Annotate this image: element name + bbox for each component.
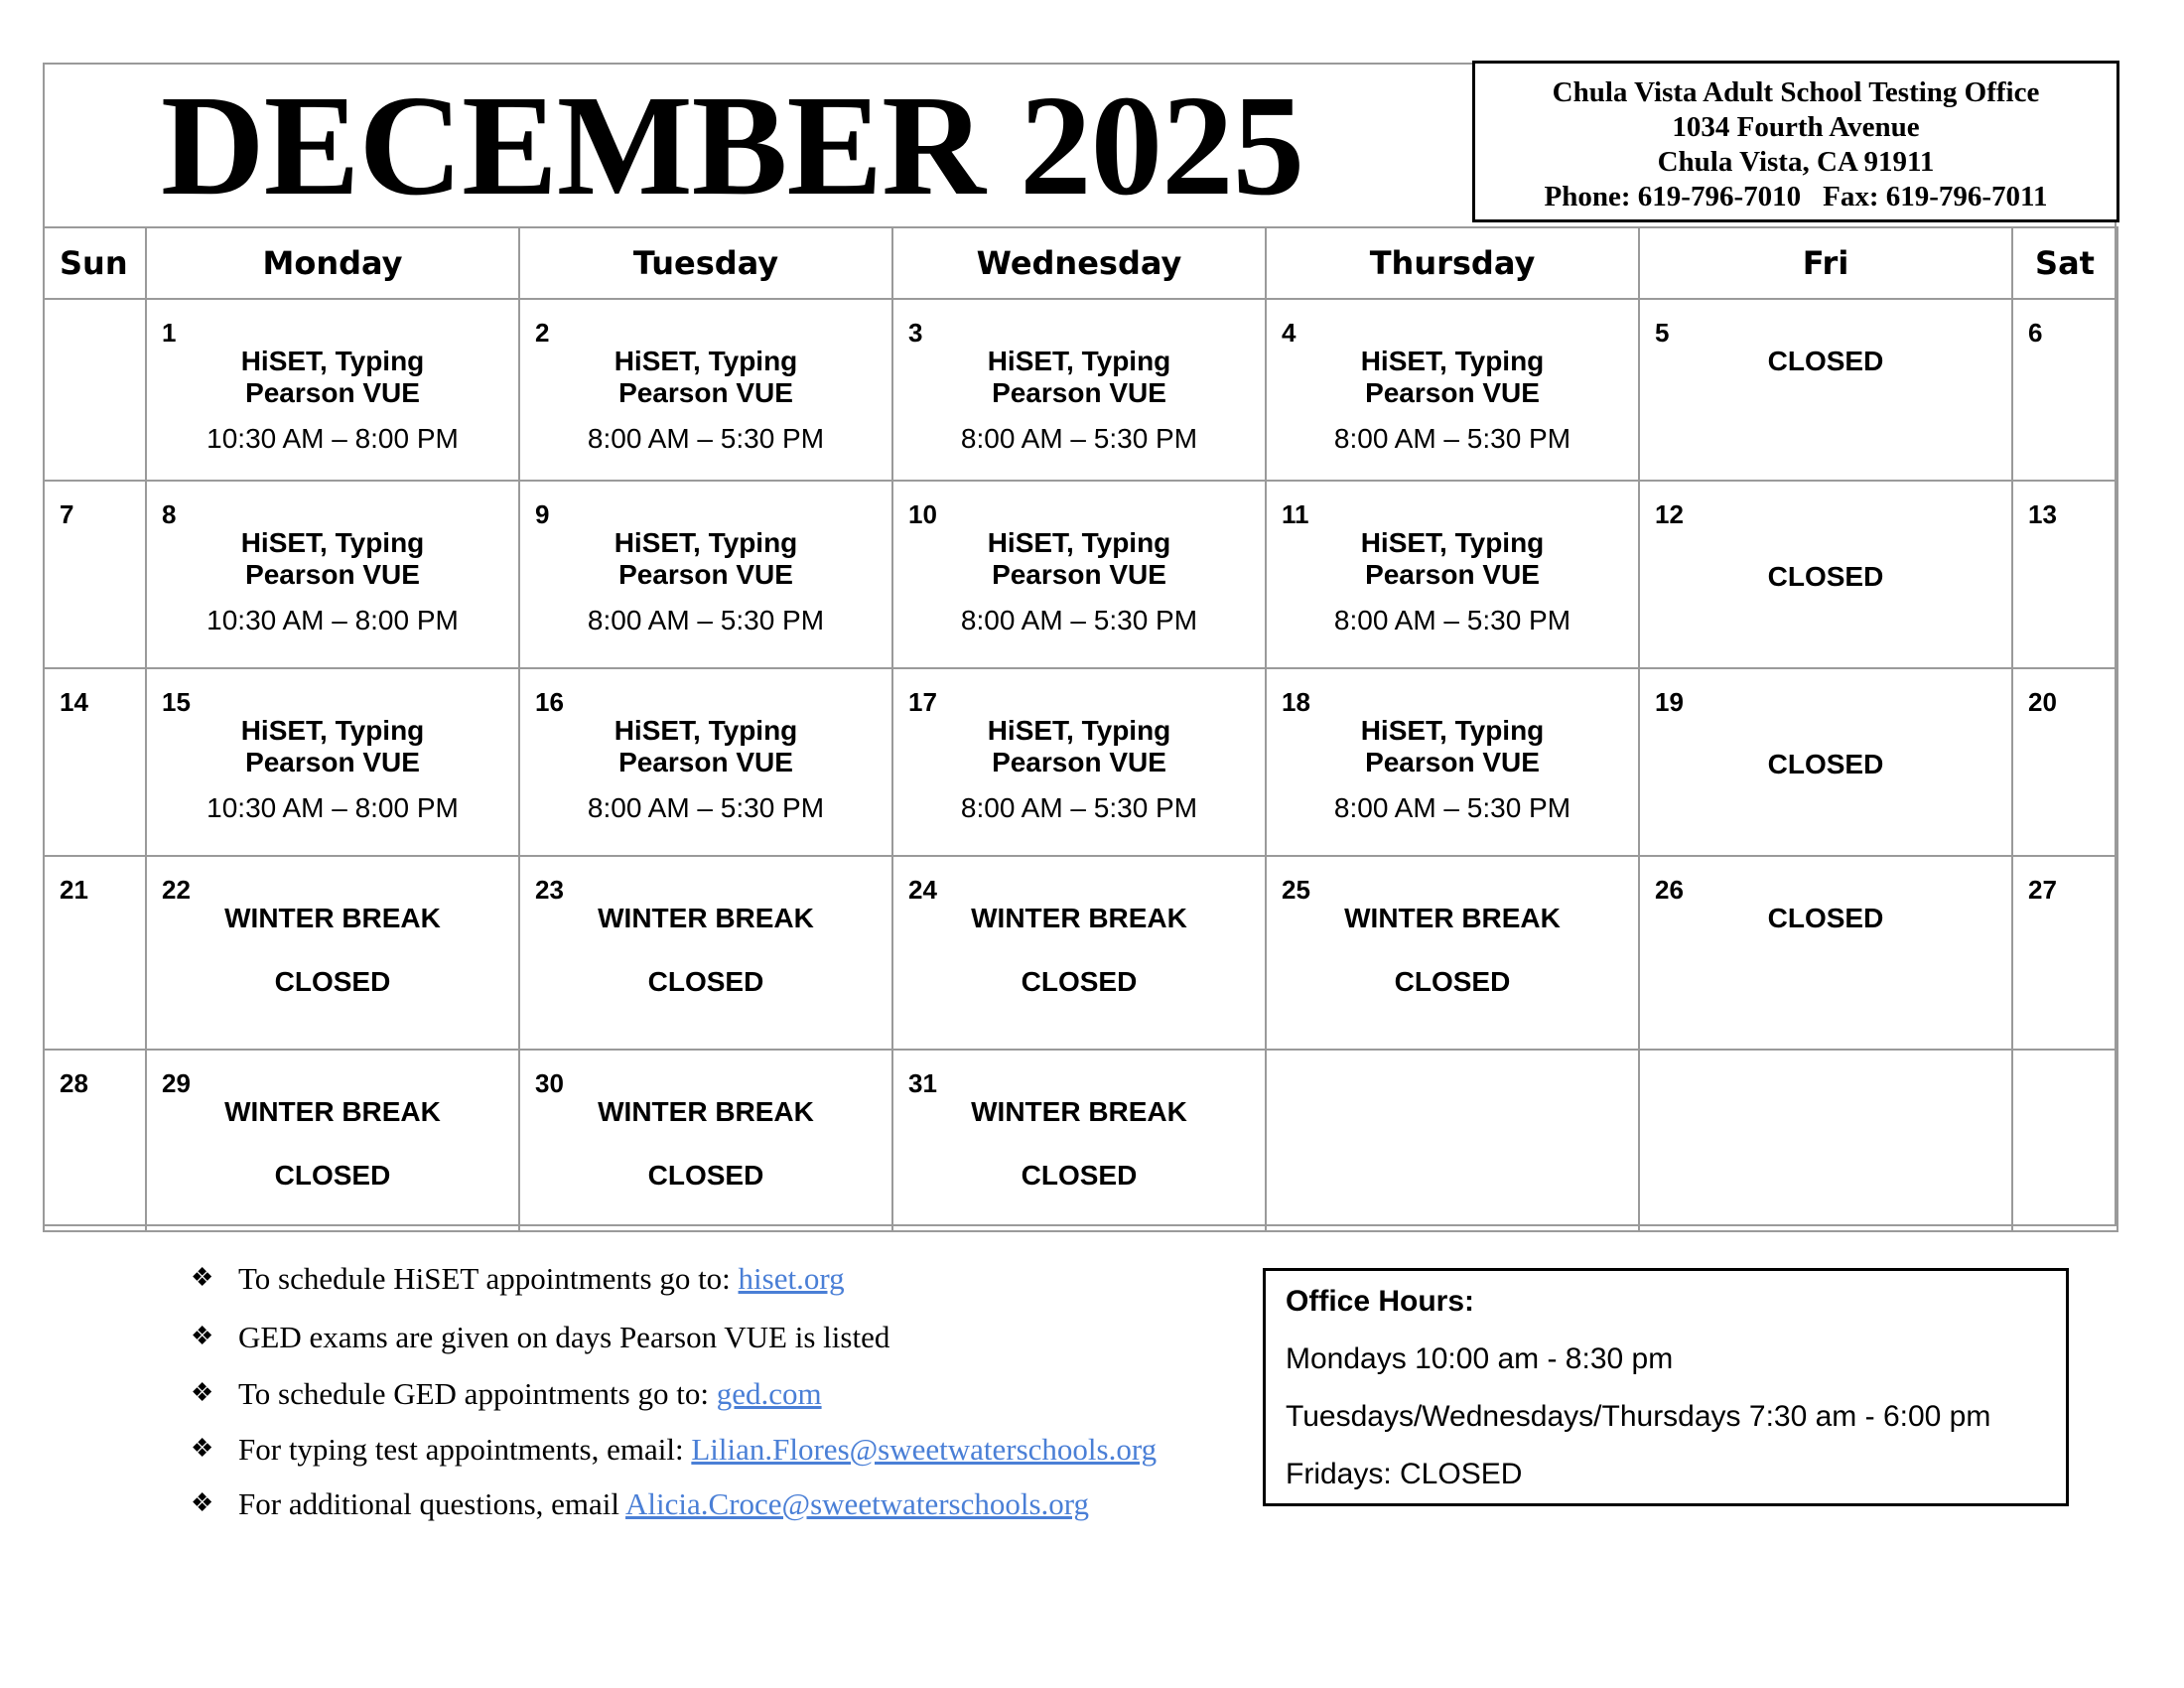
day-number: 7: [60, 499, 74, 529]
event-label: Pearson VUE: [1365, 559, 1540, 590]
office-address: 1034 Fourth Avenue: [1672, 111, 1920, 143]
event-time: 10:30 AM – 8:00 PM: [206, 605, 459, 635]
event-label: Pearson VUE: [245, 377, 420, 408]
note-item: [189, 1432, 1157, 1468]
calendar-day-cell: [1639, 481, 2012, 668]
calendar-day-cell: [44, 856, 146, 1050]
event-label: HiSET, Typing: [987, 527, 1171, 558]
diamond-bullet-icon: ❖: [191, 1263, 214, 1292]
calendar-day-cell: [2012, 1050, 2117, 1231]
calendar-day-cell: [519, 481, 892, 668]
closed-label: CLOSED: [1767, 749, 1884, 779]
event-time: 8:00 AM – 5:30 PM: [960, 792, 1198, 823]
weekday-header-tuesday: Tuesday: [519, 227, 892, 299]
event-time: 10:30 AM – 8:00 PM: [206, 423, 459, 454]
calendar-day-cell: [1639, 856, 2012, 1050]
winter-break-label: WINTER BREAK: [598, 1096, 814, 1127]
weekday-header-monday: Monday: [146, 227, 519, 299]
note-item: [189, 1486, 1089, 1522]
event-time: 8:00 AM – 5:30 PM: [1333, 423, 1571, 454]
note-text: For additional questions, email: [238, 1486, 626, 1521]
weekday-header-row: [44, 227, 2117, 299]
day-number: 31: [908, 1068, 937, 1098]
calendar-week-row: [44, 668, 2117, 856]
note-text: To schedule HiSET appointments go to:: [238, 1261, 739, 1296]
day-events: [147, 715, 518, 824]
diamond-bullet-icon: ❖: [191, 1434, 214, 1463]
day-number: 26: [1655, 875, 1684, 905]
winter-break-label: WINTER BREAK: [224, 903, 441, 933]
closed-label: CLOSED: [1767, 903, 1884, 933]
office-fax: Fax: 619-796-7011: [1823, 181, 2048, 212]
day-events: [1640, 561, 2011, 593]
office-hours-line: Fridays: CLOSED: [1286, 1458, 1523, 1490]
day-events: [893, 527, 1265, 636]
note-text: To schedule GED appointments go to:: [238, 1376, 717, 1411]
day-number: 12: [1655, 499, 1684, 529]
office-hours-line: Tuesdays/Wednesdays/Thursdays 7:30 am - 6:00 pm: [1286, 1400, 1991, 1433]
day-number: 9: [535, 499, 550, 529]
note-text: GED exams are given on days Pearson VUE is listed: [238, 1320, 890, 1354]
weekday-header-wednesday: Wednesday: [892, 227, 1266, 299]
day-events: [520, 903, 891, 998]
day-number: 18: [1282, 687, 1310, 717]
calendar-day-cell: [2012, 856, 2117, 1050]
day-events: [520, 346, 891, 455]
day-number: 6: [2028, 318, 2043, 348]
calendar-day-cell: [146, 481, 519, 668]
day-number: 2: [535, 318, 550, 348]
event-label: Pearson VUE: [245, 559, 420, 590]
office-info-box: [1472, 61, 2119, 222]
event-time: 8:00 AM – 5:30 PM: [1333, 792, 1571, 823]
calendar-day-cell: [146, 856, 519, 1050]
diamond-bullet-icon: ❖: [191, 1378, 214, 1407]
event-label: HiSET, Typing: [1360, 346, 1545, 376]
day-number: 15: [162, 687, 191, 717]
calendar-day-cell: [146, 299, 519, 481]
calendar-day-cell: [892, 856, 1266, 1050]
day-events: [893, 715, 1265, 824]
calendar-day-cell: [519, 1050, 892, 1231]
event-label: HiSET, Typing: [240, 527, 425, 558]
event-label: HiSET, Typing: [614, 527, 798, 558]
day-events: [893, 1096, 1265, 1192]
winter-break-label: WINTER BREAK: [971, 1096, 1187, 1127]
event-label: Pearson VUE: [245, 747, 420, 777]
weekday-header-thursday: Thursday: [1266, 227, 1639, 299]
closed-label: CLOSED: [1021, 1160, 1138, 1191]
office-city: Chula Vista, CA 91911: [1657, 146, 1935, 178]
calendar-week-row: [44, 299, 2117, 481]
calendar-day-cell: [892, 481, 1266, 668]
calendar-week-row: [44, 856, 2117, 1050]
event-time: 8:00 AM – 5:30 PM: [960, 605, 1198, 635]
event-label: Pearson VUE: [618, 377, 793, 408]
event-time: 8:00 AM – 5:30 PM: [1333, 605, 1571, 635]
day-events: [1267, 346, 1638, 455]
calendar-day-cell: [1266, 856, 1639, 1050]
weekday-header-sun: Sun: [44, 227, 146, 299]
office-phone: Phone: 619-796-7010: [1544, 181, 1802, 212]
closed-label: CLOSED: [1767, 346, 1884, 376]
calendar-day-cell: [146, 668, 519, 856]
calendar-day-cell: [1266, 1050, 1639, 1231]
event-label: HiSET, Typing: [1360, 527, 1545, 558]
diamond-bullet-icon: ❖: [191, 1322, 214, 1350]
day-events: [147, 1096, 518, 1192]
day-number: 11: [1282, 499, 1309, 529]
calendar-day-cell: [892, 668, 1266, 856]
note-item: [189, 1376, 822, 1412]
office-name: Chula Vista Adult School Testing Office: [1552, 76, 2040, 108]
calendar-day-cell: [146, 1050, 519, 1231]
day-events: [520, 715, 891, 824]
calendar-day-cell: [519, 856, 892, 1050]
calendar-day-cell: [2012, 299, 2117, 481]
day-events: [520, 1096, 891, 1192]
day-events: [147, 903, 518, 998]
event-label: HiSET, Typing: [240, 346, 425, 376]
calendar-day-cell: [1639, 668, 2012, 856]
calendar-day-cell: [44, 1050, 146, 1231]
note-link[interactable]: Lilian.Flores@sweetwaterschools.org: [691, 1432, 1158, 1467]
day-number: 19: [1655, 687, 1684, 717]
day-number: 17: [908, 687, 937, 717]
closed-label: CLOSED: [274, 1160, 391, 1191]
day-number: 1: [162, 318, 177, 348]
day-number: 27: [2028, 875, 2057, 905]
day-number: 30: [535, 1068, 564, 1098]
note-text: For typing test appointments, email:: [238, 1432, 692, 1467]
note-link[interactable]: ged.com: [716, 1376, 822, 1411]
calendar-day-cell: [44, 668, 146, 856]
calendar-week-row: [44, 481, 2117, 668]
calendar-day-cell: [892, 299, 1266, 481]
day-number: 14: [60, 687, 88, 717]
note-item: [189, 1320, 889, 1355]
day-events: [1267, 715, 1638, 824]
note-item: [189, 1261, 845, 1297]
event-time: 10:30 AM – 8:00 PM: [206, 792, 459, 823]
event-label: HiSET, Typing: [987, 715, 1171, 746]
page-title: DECEMBER 2025: [161, 67, 1304, 225]
closed-label: CLOSED: [647, 966, 764, 997]
closed-label: CLOSED: [274, 966, 391, 997]
day-events: [147, 346, 518, 455]
day-number: 22: [162, 875, 191, 905]
calendar-day-cell: [2012, 668, 2117, 856]
day-number: 28: [60, 1068, 88, 1098]
day-events: [893, 346, 1265, 455]
winter-break-label: WINTER BREAK: [971, 903, 1187, 933]
weekday-header-fri: Fri: [1639, 227, 2012, 299]
event-label: HiSET, Typing: [1360, 715, 1545, 746]
event-label: HiSET, Typing: [614, 346, 798, 376]
day-number: 8: [162, 499, 177, 529]
day-number: 16: [535, 687, 564, 717]
calendar-day-cell: [1266, 668, 1639, 856]
office-hours-line: Mondays 10:00 am - 8:30 pm: [1286, 1342, 1674, 1375]
event-label: Pearson VUE: [992, 377, 1166, 408]
closed-label: CLOSED: [1767, 561, 1884, 592]
note-link[interactable]: Alicia.Croce@sweetwaterschools.org: [625, 1486, 1090, 1521]
day-events: [893, 903, 1265, 998]
event-label: Pearson VUE: [992, 559, 1166, 590]
event-time: 8:00 AM – 5:30 PM: [960, 423, 1198, 454]
day-number: 29: [162, 1068, 191, 1098]
day-events: [520, 527, 891, 636]
event-label: HiSET, Typing: [240, 715, 425, 746]
calendar-day-cell: [44, 299, 146, 481]
day-events: [1640, 346, 2011, 377]
winter-break-label: WINTER BREAK: [224, 1096, 441, 1127]
calendar-grid: [43, 226, 2118, 1232]
event-time: 8:00 AM – 5:30 PM: [587, 792, 825, 823]
office-hours-title: Office Hours:: [1286, 1285, 1475, 1318]
calendar-day-cell: [1266, 481, 1639, 668]
day-number: 3: [908, 318, 923, 348]
day-events: [1267, 903, 1638, 998]
day-events: [147, 527, 518, 636]
closed-label: CLOSED: [647, 1160, 764, 1191]
day-number: 5: [1655, 318, 1670, 348]
event-label: Pearson VUE: [1365, 747, 1540, 777]
winter-break-label: WINTER BREAK: [1344, 903, 1561, 933]
office-hours-box: [1263, 1268, 2069, 1506]
calendar-day-cell: [44, 481, 146, 668]
event-time: 8:00 AM – 5:30 PM: [587, 423, 825, 454]
day-number: 10: [908, 499, 937, 529]
day-events: [1267, 527, 1638, 636]
event-label: Pearson VUE: [618, 559, 793, 590]
winter-break-label: WINTER BREAK: [598, 903, 814, 933]
day-number: 21: [60, 875, 88, 905]
calendar-day-cell: [2012, 481, 2117, 668]
calendar-day-cell: [1639, 1050, 2012, 1231]
day-events: [1640, 749, 2011, 780]
calendar-day-cell: [1266, 299, 1639, 481]
note-link[interactable]: hiset.org: [738, 1261, 845, 1296]
office-phone-fax: [1475, 180, 2116, 214]
event-time: 8:00 AM – 5:30 PM: [587, 605, 825, 635]
event-label: HiSET, Typing: [987, 346, 1171, 376]
day-number: 4: [1282, 318, 1297, 348]
event-label: Pearson VUE: [992, 747, 1166, 777]
calendar-day-cell: [1639, 299, 2012, 481]
calendar-day-cell: [892, 1050, 1266, 1231]
calendar-day-cell: [519, 668, 892, 856]
event-label: Pearson VUE: [1365, 377, 1540, 408]
day-number: 13: [2028, 499, 2057, 529]
diamond-bullet-icon: ❖: [191, 1488, 214, 1517]
day-number: 20: [2028, 687, 2057, 717]
closed-label: CLOSED: [1021, 966, 1138, 997]
day-events: [1640, 903, 2011, 934]
event-label: Pearson VUE: [618, 747, 793, 777]
closed-label: CLOSED: [1394, 966, 1511, 997]
calendar-day-cell: [519, 299, 892, 481]
day-number: 23: [535, 875, 564, 905]
event-label: HiSET, Typing: [614, 715, 798, 746]
day-number: 24: [908, 875, 937, 905]
calendar-week-row: [44, 1050, 2117, 1231]
day-number: 25: [1282, 875, 1310, 905]
weekday-header-sat: Sat: [2012, 227, 2117, 299]
